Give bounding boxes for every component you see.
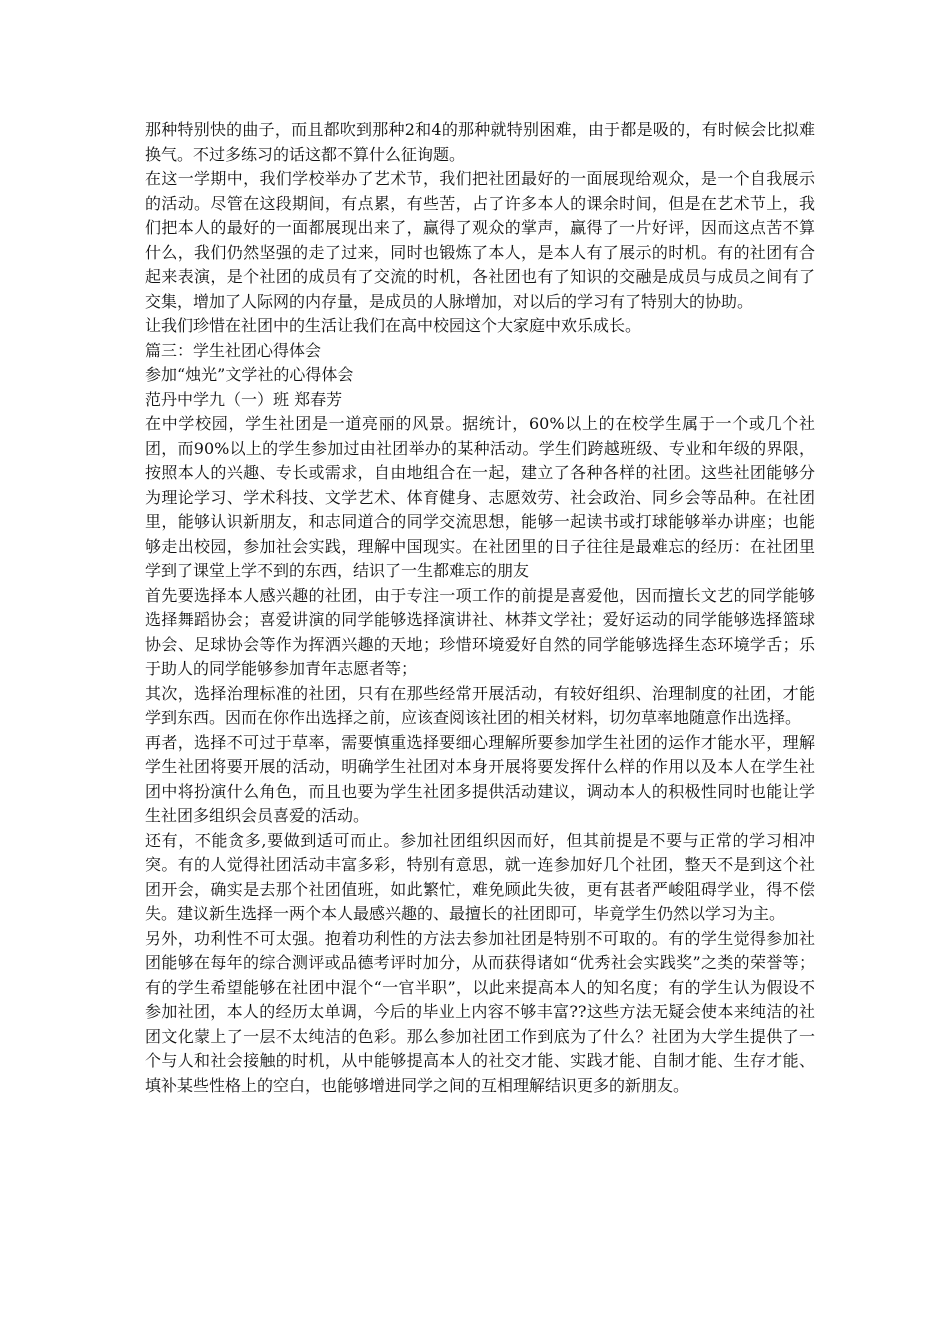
paragraph: 其次，选择治理标准的社团，只有在那些经常开展活动，有较好组织、治理制度的社团，才能学到东西。因而在你作出选择之前，应该查阅该社团的相关材料，切勿草率地随意作出选择。 xyxy=(145,683,815,727)
document-body xyxy=(145,118,815,1098)
paragraph: 那种特别快的曲子，而且都吹到那种2和4的那种就特别困难，由于都是吸的，有时候会比拟难换气。不过多练习的话这都不算什么征询题。 xyxy=(145,120,815,164)
paragraph: 在这一学期中，我们学校举办了艺术节，我们把社团最好的一面展现给观众，是一个自我展示的活动。尽管在这段期间，有点累，有些苦，占了许多本人的课余时间，但是在艺术节上，我们把本人的最好的一面都展现出来了，赢得了观众的掌声，赢得了一片好评，因而这点苦不算什么，我们仍然坚强的走了过来，同时也锻炼了本人，是本人有了展示的时机。有的社团有合起来表演，是个社团的成员有了交流的时机，各社团也有了知识的交融是成员与成员之间有了交集，增加了人际网的内存量，是成员的人脉增加，对以后的学习有了特别大的协助。 xyxy=(145,169,815,311)
paragraph: 让我们珍惜在社团中的生活让我们在高中校园这个大家庭中欢乐成长。 xyxy=(145,316,642,335)
paragraph: 首先要选择本人感兴趣的社团，由于专注一项工作的前提是喜爱他，因而擅长文艺的同学能够选择舞蹈协会；喜爱讲演的同学能够选择演讲社、林莽文学社；爱好运动的同学能够选择篮球协会、足球协会等作为挥洒兴趣的天地；珍惜环境爱好自然的同学能够选择生态环境学舌；乐于助人的同学能够参加青年志愿者等； xyxy=(145,585,815,678)
article-title: 参加“烛光”文学社的心得体会 xyxy=(145,365,354,384)
paragraph: 另外，功利性不可太强。抱着功利性的方法去参加社团是特别不可取的。有的学生觉得参加社团能够在每年的综合测评或品德考评时加分，从而获得诸如“优秀社会实践奖”之类的荣誉等；有的学生希望能够在社团中混个“一官半职”，以此来提高本人的知名度；有的学生认为假设不参加社团，本人的经历太单调，今后的毕业上内容不够丰富??这些方法无疑会使本来纯洁的社团文化蒙上了一层不太纯洁的色彩。那么参加社团工作到底为了什么？社团为大学生提供了一个与人和社会接触的时机，从中能够提高本人的社交才能、实践才能、自制才能、生存才能、填补某些性格上的空白，也能够增进同学之间的互相理解结识更多的新朋友。 xyxy=(145,928,815,1095)
section-title: 篇三：学生社团心得体会 xyxy=(145,340,322,360)
paragraph: 在中学校园，学生社团是一道亮丽的风景。据统计，60%以上的在校学生属于一个或几个社团，而90%以上的学生参加过由社团举办的某种活动。学生们跨越班级、专业和年级的界限，按照本人的兴趣、专长或需求，自由地组合在一起，建立了各种各样的社团。这些社团能够分为理论学习、学术科技、文学艺术、体育健身、志愿效劳、社会政治、同乡会等品种。在社团里，能够认识新朋友，和志同道合的同学交流思想，能够一起读书或打球能够举办讲座；也能够走出校园，参加社会实践，理解中国现实。在社团里的日子往往是最难忘的经历：在社团里学到了课堂上学不到的东西，结识了一生都难忘的朋友 xyxy=(145,414,815,580)
author-line: 范丹中学九（一）班 郑春芳 xyxy=(145,389,343,409)
paragraph: 再者，选择不可过于草率，需要慎重选择要细心理解所要参加学生社团的运作才能水平，理解学生社团将要开展的活动，明确学生社团对本身开展将要发挥什么样的作用以及本人在学生社团中将扮演什么角色，而且也要为学生社团多提供活动建议，调动本人的积极性同时也能让学生社团多组织会员喜爱的活动。 xyxy=(145,732,815,825)
paragraph: 还有，不能贪多,要做到适可而止。参加社团组织因而好，但其前提是不要与正常的学习相冲突。有的人觉得社团活动丰富多彩，特别有意思，就一连参加好几个社团，整天不是到这个社团开会，确实是去那个社团值班，如此繁忙，难免顾此失彼，更有甚者严峻阻碍学业，得不偿失。建议新生选择一两个本人最感兴趣的、最擅长的社团即可，毕竟学生仍然以学习为主。 xyxy=(145,830,815,923)
